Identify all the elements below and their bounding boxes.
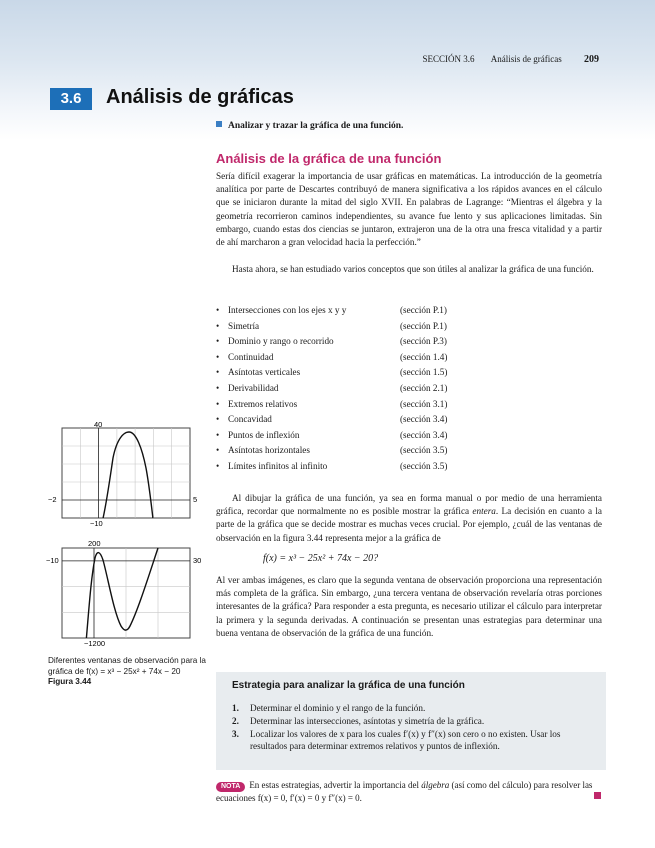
bullet-icon: •: [216, 414, 220, 425]
drawing-text-a: Al dibujar la gráfica de una función, ya sea en forma manual o por medio de una herramienta gráfica, recordar que normalmente no es posible mostrar la gráfica: [216, 493, 602, 517]
concept-name: Simetría: [228, 320, 260, 331]
concept-item: [216, 350, 516, 366]
bullet-icon: •: [216, 382, 220, 393]
graph2-xmax-label: 30: [193, 556, 202, 565]
graph-window-2: [48, 538, 208, 648]
concept-section-ref: (sección P.1): [400, 320, 447, 331]
concept-name: Límites infinitos al infinito: [228, 460, 328, 471]
strategy-step-text: Localizar los valores de x para los cuales f′(x) y f″(x) son cero o no existen. Usar los resultados para determinar extremos relativos y puntos de inflexión.: [250, 729, 561, 751]
concept-item: [216, 412, 516, 428]
bullet-icon: •: [216, 305, 220, 315]
drawing-text-b: . La decisión en cuanto a la parte de la gráfica que se decide mostrar es muchas veces crucial. Por ejemplo, ¿cuál de las ventanas de observación en la figura 3.44 representa mejor a la gráfica de: [216, 506, 602, 543]
concept-section-ref: (sección 2.1): [400, 382, 448, 393]
graph-window-1: [48, 418, 208, 528]
bullet-icon: •: [216, 336, 220, 347]
concept-name: Intersecciones con los ejes x y y: [228, 305, 347, 315]
note-text-b: (así como del cálculo) para resolver las ecuaciones f(x) = 0, f′(x) = 0 y f″(x) = 0.: [216, 780, 593, 803]
figure-label: Figura 3.44: [48, 677, 92, 686]
section-number-badge: 3.6: [50, 88, 92, 110]
bullet-icon: •: [216, 429, 220, 440]
bullet-icon: •: [216, 445, 220, 456]
intro-paragraph: Sería difícil exagerar la importancia de usar gráficas en matemáticas. La introducción de la geometría analítica por parte de Descartes contribuyó de manera significativa a los rápidos avances en el cálculo que se iniciaron durante la mitad del siglo XVII. En palabras de Lagrange: “Mientras el álgebra y la geometría recorrieron caminos independientes, su avance fue lento y sus aplicaciones limitadas. Sin embargo, cuando estas dos ciencias se juntaron, extrajeron una de la otra una fresca vitalidad y a partir de ahí marcharon a gran velocidad hacia la perfección.”: [216, 171, 602, 248]
bullet-icon: •: [216, 398, 220, 409]
concept-item: [216, 381, 516, 397]
section-title: Análisis de gráficas: [106, 86, 294, 108]
header-band: [0, 0, 655, 140]
running-head-section: SECCIÓN 3.6: [422, 54, 475, 64]
concept-item: [216, 365, 516, 381]
drawing-emphasis: entera: [472, 506, 496, 517]
concept-name: Extremos relativos: [228, 398, 298, 409]
so-far-paragraph: Hasta ahora, se han estudiado varios conceptos que son útiles al analizar la gráfica de una función.: [232, 264, 594, 274]
note-text-a: En estas estrategias, advertir la importancia del: [249, 780, 422, 790]
strategy-step-text: Determinar las intersecciones, asíntotas y simetría de la gráfica.: [250, 716, 485, 726]
concept-section-ref: (sección 3.4): [400, 414, 448, 425]
strategy-box: [216, 672, 606, 770]
graph2-ymax-label: 200: [88, 539, 101, 548]
concept-name: Continuidad: [228, 351, 274, 362]
strategy-step: [232, 715, 592, 727]
graph2-ymin-label: −1200: [84, 639, 106, 648]
concept-name: Asíntotas horizontales: [228, 445, 310, 456]
concept-name: Derivabilidad: [228, 382, 279, 393]
graph1-frame: [62, 428, 190, 518]
running-head-name: Análisis de gráficas: [490, 54, 562, 64]
concept-section-ref: (sección P.3): [400, 336, 447, 347]
concept-name: Concavidad: [228, 414, 272, 425]
concept-item: [216, 397, 516, 413]
graph2-xmin-label: −10: [46, 556, 59, 565]
graph1-xmin-label: −2: [48, 495, 57, 504]
strategy-step: [232, 728, 592, 752]
figure-caption: [48, 656, 208, 688]
concept-section-ref: (sección 3.5): [400, 460, 448, 471]
concept-section-ref: (sección 3.5): [400, 445, 448, 456]
concept-name: Dominio y rango o recorrido: [228, 336, 334, 347]
objective-text: Analizar y trazar la gráfica de una función.: [228, 121, 404, 131]
bullet-icon: •: [216, 320, 220, 331]
concept-item: [216, 319, 516, 335]
bullet-icon: •: [216, 460, 220, 471]
concept-section-ref: (sección 3.1): [400, 398, 448, 409]
strategy-step: [232, 702, 592, 714]
objective: [216, 121, 403, 131]
concept-item: [216, 303, 516, 319]
concept-list: [216, 303, 516, 475]
strategy-title: Estrategia para analizar la gráfica de una función: [232, 680, 465, 691]
note-emphasis: álgebra: [421, 780, 450, 790]
strategy-step-text: Determinar el dominio y el rango de la función.: [250, 703, 426, 713]
concept-item: [216, 428, 516, 444]
running-head: [423, 54, 600, 65]
graph1-xmax-label: 5: [193, 495, 198, 504]
figure-caption-text: Diferentes ventanas de observación para la gráfica de f(x) = x³ − 25x² + 74x − 20: [48, 656, 206, 676]
graph1-ymin-label: −10: [90, 519, 103, 528]
note: [216, 779, 606, 804]
concept-section-ref: (sección 1.5): [400, 367, 448, 378]
concept-item: [216, 443, 516, 459]
subsection-title: Análisis de la gráfica de una función: [216, 151, 442, 166]
concept-section-ref: (sección 1.4): [400, 351, 448, 362]
concept-name: Puntos de inflexión: [228, 429, 300, 440]
concept-name: Asíntotas verticales: [228, 367, 301, 378]
bullet-icon: •: [216, 351, 220, 362]
bullet-square-icon: [216, 121, 222, 127]
page-number: 209: [584, 54, 599, 65]
bullet-icon: •: [216, 367, 220, 378]
graph1-ymax-label: 40: [94, 420, 103, 429]
concept-section-ref: (sección P.1): [400, 305, 447, 315]
concept-item: [216, 334, 516, 350]
end-marker-square: [594, 792, 601, 799]
comparison-paragraph: Al ver ambas imágenes, es claro que la segunda ventana de observación proporciona una representación más completa de la gráfica. Sin embargo, ¿una tercera ventana de observación revelaría otras porciones interesantes de la gráfica? Para responder a esta pregunta, es necesario utilizar el cálculo para interpretar la primera y la segunda derivadas. A continuación se presentan unas estrategias para determinar una buena ventana de observación de la gráfica de una función.: [216, 575, 602, 638]
strategy-step-number: 2.: [232, 716, 239, 726]
function-formula: f(x) = x³ − 25x² + 74x − 20?: [263, 553, 379, 564]
concept-section-ref: (sección 3.4): [400, 429, 448, 440]
note-badge: NOTA: [216, 782, 245, 792]
strategy-step-number: 1.: [232, 703, 239, 713]
strategy-step-number: 3.: [232, 729, 239, 739]
drawing-paragraph: [216, 492, 602, 545]
concept-item: [216, 459, 516, 475]
